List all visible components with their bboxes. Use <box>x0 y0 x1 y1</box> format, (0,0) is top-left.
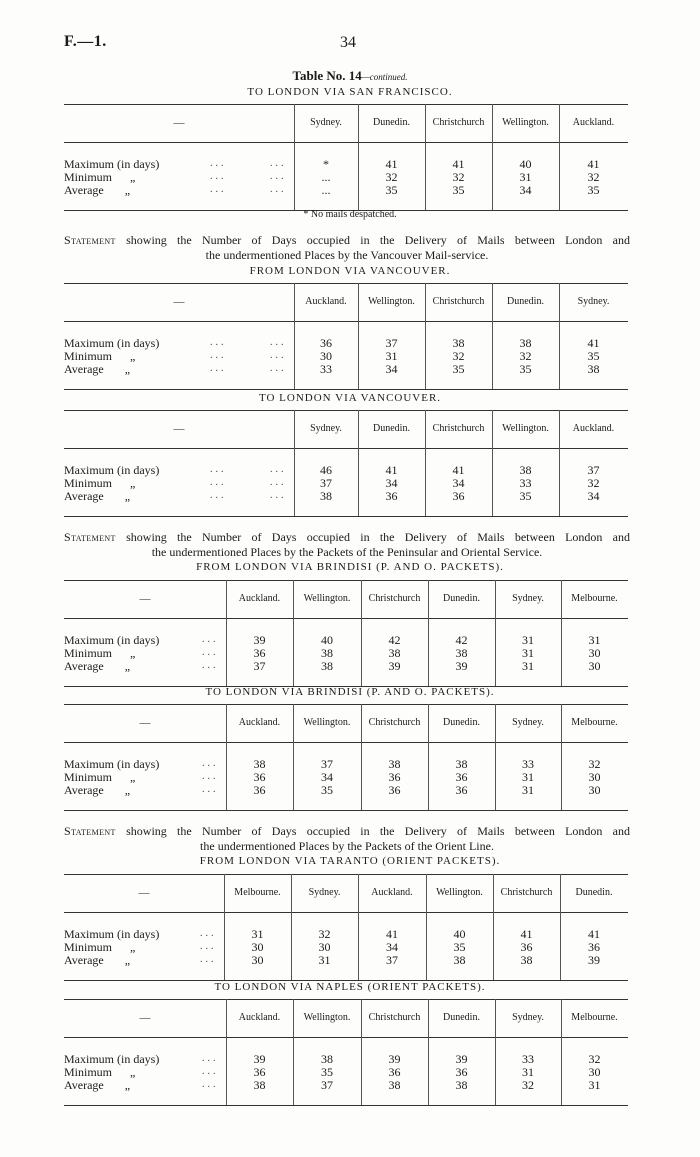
column-header: Dunedin. <box>443 1012 480 1023</box>
column-header: Wellington. <box>502 117 549 128</box>
table-cell: 35 <box>321 783 333 797</box>
table-heading: TO LONDON VIA NAPLES (ORIENT PACKETS). <box>214 981 486 993</box>
table-cell: 34 <box>385 476 398 490</box>
table-cell: 32 <box>588 757 601 771</box>
footnote: * No mails despatched. <box>303 209 397 220</box>
statement-paragraph <box>64 233 630 263</box>
table-cell: 36 <box>385 489 398 503</box>
column-header: Auckland. <box>305 296 347 307</box>
row-leader: ... <box>210 477 227 488</box>
table-cell: 41 <box>386 927 398 941</box>
table-cell: 31 <box>522 646 534 660</box>
row-leader: ... <box>202 1053 219 1064</box>
table-cell: 36 <box>452 489 465 503</box>
statement-paragraph <box>64 530 630 560</box>
table-cell: 37 <box>385 336 398 350</box>
table-cell: 36 <box>455 783 468 797</box>
column-header: Wellington. <box>303 717 351 728</box>
column-header: Dunedin. <box>373 423 410 434</box>
table-cell: 37 <box>253 659 266 673</box>
column-header: Wellington. <box>303 1012 351 1023</box>
row-leader: ... <box>202 758 219 769</box>
table-cell: 30 <box>320 349 332 363</box>
column-header: Auckland. <box>572 117 615 128</box>
table-cell: 38 <box>253 1078 266 1092</box>
stub-dash: — <box>139 1012 151 1024</box>
row-label: Average „ <box>64 783 131 797</box>
row-leader: ... <box>270 477 287 488</box>
table-cell: 39 <box>455 1052 468 1066</box>
row-leader: ... <box>210 171 227 182</box>
row-leader: ... <box>202 784 219 795</box>
table-cell: 41 <box>385 157 398 171</box>
table-cell: 38 <box>321 1052 333 1066</box>
table-cell: 30 <box>588 659 601 673</box>
table-heading: FROM LONDON VIA TARANTO (ORIENT PACKETS). <box>199 855 501 867</box>
table-cell: 30 <box>588 646 601 660</box>
row-label: Maximum (in days) <box>64 927 160 941</box>
table-rule-header <box>64 1037 628 1038</box>
row-leader: ... <box>210 363 227 374</box>
table-cell: 38 <box>519 336 532 350</box>
table-cell: 37 <box>386 953 398 967</box>
table-rule-header <box>64 142 628 143</box>
table-cell: 33 <box>522 757 534 771</box>
table-cell: 37 <box>587 463 600 477</box>
column-header: Auckland. <box>238 593 281 604</box>
table-cell: 37 <box>321 1078 333 1092</box>
row-leader: ... <box>200 941 217 952</box>
table-cell: 37 <box>320 476 332 490</box>
row-leader: ... <box>270 184 287 195</box>
table-cell: 38 <box>455 646 468 660</box>
row-label: Minimum „ <box>64 770 136 784</box>
column-header: Dunedin. <box>443 717 480 728</box>
row-leader: ... <box>210 337 227 348</box>
stub-dash: — <box>139 593 151 605</box>
row-label: Minimum „ <box>64 646 136 660</box>
table-cell: 34 <box>587 489 600 503</box>
table-cell: 42 <box>388 633 401 647</box>
row-leader: ... <box>202 660 219 671</box>
column-header: Auckland. <box>238 1012 281 1023</box>
table-cell: 35 <box>452 362 465 376</box>
table-cell: 35 <box>587 349 600 363</box>
table-cell: 38 <box>453 953 466 967</box>
table-cell: 36 <box>320 336 332 350</box>
table-cell: 31 <box>522 783 534 797</box>
row-leader: ... <box>202 647 219 658</box>
row-label: Maximum (in days) <box>64 757 160 771</box>
column-header: Dunedin. <box>373 117 410 128</box>
table-cell: 38 <box>519 463 532 477</box>
table-heading: FROM LONDON VIA BRINDISI (P. AND O. PACKETS). <box>196 561 504 573</box>
row-leader: ... <box>270 171 287 182</box>
table-cell: 36 <box>388 783 401 797</box>
column-header: Sydney. <box>512 717 544 728</box>
row-label: Maximum (in days) <box>64 157 160 171</box>
table-cell: 38 <box>388 646 401 660</box>
table-cell: 41 <box>385 463 398 477</box>
row-label: Average „ <box>64 489 131 503</box>
table-cell: 32 <box>452 170 465 184</box>
table-cell: 33 <box>320 362 332 376</box>
stub-dash: — <box>173 423 185 435</box>
table-rule-header <box>64 448 628 449</box>
statement-line <box>64 824 630 839</box>
row-leader: ... <box>210 490 227 501</box>
row-leader: ... <box>202 771 219 782</box>
stub-dash: — <box>139 717 151 729</box>
table-cell: 35 <box>321 1065 333 1079</box>
table-cell: 36 <box>520 940 533 954</box>
column-header: Melbourne. <box>571 1012 618 1023</box>
table-rule-header <box>64 742 628 743</box>
column-header: Melbourne. <box>571 593 618 604</box>
column-header: Sydney. <box>512 1012 544 1023</box>
table-cell: 34 <box>321 770 333 784</box>
statement-lead: Statement <box>64 233 116 247</box>
table-cell: 36 <box>588 940 600 954</box>
table-cell: ... <box>321 170 331 184</box>
row-leader: ... <box>270 350 287 361</box>
table-cell: 38 <box>321 659 333 673</box>
table-cell: 31 <box>522 1065 534 1079</box>
stub-dash: — <box>138 887 150 899</box>
table-rule-bottom <box>64 1105 628 1106</box>
row-label: Minimum „ <box>64 476 136 490</box>
table-cell: 39 <box>588 953 600 967</box>
table-cell: 31 <box>588 1078 601 1092</box>
table-cell: 31 <box>588 633 601 647</box>
table-rule-header <box>64 618 628 619</box>
table-cell: 38 <box>455 757 468 771</box>
statement-lead: Statement <box>64 530 116 544</box>
column-header: Sydney. <box>310 423 342 434</box>
table-cell: 39 <box>388 1052 401 1066</box>
statement-text: the undermentioned Places by the Packets of the Orient Line. <box>200 839 494 853</box>
table-cell: 41 <box>587 157 600 171</box>
table-cell: 38 <box>321 646 333 660</box>
page-reference: F.—1. <box>64 33 107 50</box>
statement-text: showing the Number of Days occupied in the Delivery of Mails between London and <box>115 233 630 247</box>
row-leader: ... <box>270 158 287 169</box>
row-label: Minimum „ <box>64 1065 136 1079</box>
table-cell: 39 <box>253 633 266 647</box>
table-cell: * <box>323 157 329 171</box>
table-cell: 30 <box>588 783 601 797</box>
row-label: Average „ <box>64 362 131 376</box>
statement-lead: Statement <box>64 824 116 838</box>
table-cell: 36 <box>455 770 468 784</box>
table-cell: 32 <box>587 476 600 490</box>
table-cell: 32 <box>452 349 465 363</box>
table-cell: 34 <box>385 362 398 376</box>
stub-dash: — <box>173 117 185 129</box>
table-cell: 38 <box>587 362 600 376</box>
column-header: Christchurch <box>432 423 485 434</box>
table-rule-header <box>64 321 628 322</box>
row-leader: ... <box>202 1066 219 1077</box>
row-label: Maximum (in days) <box>64 463 160 477</box>
table-cell: 30 <box>318 940 331 954</box>
table-rule-top <box>64 874 628 875</box>
table-rule-top <box>64 999 628 1000</box>
table-title <box>0 68 700 84</box>
table-cell: 32 <box>318 927 331 941</box>
table-cell: 38 <box>253 757 266 771</box>
table-heading: TO LONDON VIA SAN FRANCISCO. <box>247 86 453 98</box>
table-cell: 40 <box>519 157 532 171</box>
table-cell: 35 <box>587 183 600 197</box>
column-header: Christchurch <box>368 717 421 728</box>
column-header: Wellington. <box>502 423 549 434</box>
table-cell: 30 <box>251 940 264 954</box>
table-cell: 31 <box>522 770 534 784</box>
table-cell: 31 <box>522 659 534 673</box>
table-rule-bottom <box>64 516 628 517</box>
table-rule-top <box>64 283 628 284</box>
table-cell: 36 <box>455 1065 468 1079</box>
table-cell: 37 <box>321 757 333 771</box>
column-header: Christchurch <box>432 296 485 307</box>
table-cell: 36 <box>388 770 401 784</box>
column-header: Sydney. <box>512 593 544 604</box>
row-leader: ... <box>202 634 219 645</box>
table-rule-bottom <box>64 810 628 811</box>
column-header: Auckland. <box>572 423 615 434</box>
column-header: Melbourne. <box>234 887 281 898</box>
statement-line <box>64 233 630 248</box>
column-header: Wellington. <box>368 296 415 307</box>
table-cell: ... <box>321 183 331 197</box>
row-label: Minimum „ <box>64 349 136 363</box>
table-cell: 35 <box>385 183 398 197</box>
row-leader: ... <box>270 363 287 374</box>
table-rule-top <box>64 704 628 705</box>
table-heading: TO LONDON VIA BRINDISI (P. AND O. PACKETS). <box>205 686 495 698</box>
table-cell: 31 <box>519 170 532 184</box>
table-cell: 34 <box>386 940 398 954</box>
table-cell: 33 <box>522 1052 534 1066</box>
column-header: Melbourne. <box>571 717 618 728</box>
table-rule-top <box>64 410 628 411</box>
table-cell: 38 <box>388 1078 401 1092</box>
table-cell: 32 <box>522 1078 534 1092</box>
statement-text: the undermentioned Places by the Packets of the Peninsular and Oriental Service. <box>151 545 543 559</box>
column-header: Dunedin. <box>443 593 480 604</box>
column-header: Sydney. <box>310 117 342 128</box>
table-cell: 41 <box>587 336 600 350</box>
row-leader: ... <box>210 158 227 169</box>
table-heading: TO LONDON VIA VANCOUVER. <box>258 392 442 404</box>
row-leader: ... <box>270 490 287 501</box>
table-cell: 35 <box>453 940 466 954</box>
table-cell: 40 <box>453 927 466 941</box>
table-title-main: Table No. 14 <box>292 68 362 83</box>
column-header: Auckland. <box>238 717 281 728</box>
table-cell: 34 <box>519 183 532 197</box>
table-cell: 36 <box>253 770 266 784</box>
table-heading: FROM LONDON VIA VANCOUVER. <box>249 265 451 277</box>
table-cell: 41 <box>452 157 465 171</box>
row-label: Minimum „ <box>64 170 136 184</box>
table-cell: 30 <box>588 770 601 784</box>
table-cell: 33 <box>519 476 532 490</box>
column-header: Dunedin. <box>507 296 544 307</box>
column-header: Wellington. <box>436 887 483 898</box>
table-cell: 38 <box>452 336 465 350</box>
table-cell: 40 <box>321 633 333 647</box>
statement-paragraph <box>64 824 630 854</box>
table-cell: 30 <box>251 953 264 967</box>
column-header: Christchurch <box>368 593 421 604</box>
row-label: Minimum „ <box>64 940 136 954</box>
table-rule-top <box>64 580 628 581</box>
table-cell: 32 <box>587 170 600 184</box>
row-label: Maximum (in days) <box>64 336 160 350</box>
table-cell: 36 <box>388 1065 401 1079</box>
table-title-continued: —continued. <box>361 72 408 82</box>
table-cell: 32 <box>519 349 532 363</box>
row-label: Average „ <box>64 183 131 197</box>
table-cell: 39 <box>388 659 401 673</box>
table-cell: 34 <box>452 476 465 490</box>
table-cell: 46 <box>320 463 332 477</box>
table-cell: 38 <box>320 489 332 503</box>
table-cell: 32 <box>588 1052 601 1066</box>
table-cell: 38 <box>455 1078 468 1092</box>
statement-text: showing the Number of Days occupied in the Delivery of Mails between London and <box>115 824 630 838</box>
column-header: Christchurch <box>500 887 553 898</box>
table-cell: 32 <box>385 170 398 184</box>
row-leader: ... <box>202 1079 219 1090</box>
column-header: Christchurch <box>432 117 485 128</box>
row-leader: ... <box>210 464 227 475</box>
row-leader: ... <box>210 350 227 361</box>
row-leader: ... <box>270 464 287 475</box>
table-cell: 38 <box>520 953 533 967</box>
table-cell: 31 <box>318 953 331 967</box>
row-label: Maximum (in days) <box>64 1052 160 1066</box>
table-rule-top <box>64 104 628 105</box>
statement-text: the undermentioned Places by the Vancouver Mail-service. <box>205 248 489 262</box>
table-cell: 36 <box>253 1065 266 1079</box>
table-cell: 36 <box>253 646 266 660</box>
column-header: Dunedin. <box>575 887 613 898</box>
table-cell: 35 <box>452 183 465 197</box>
table-cell: 30 <box>588 1065 601 1079</box>
table-cell: 41 <box>520 927 533 941</box>
row-label: Maximum (in days) <box>64 633 160 647</box>
row-label: Average „ <box>64 1078 131 1092</box>
row-leader: ... <box>200 928 217 939</box>
table-cell: 39 <box>253 1052 266 1066</box>
table-rule-bottom <box>64 389 628 390</box>
table-cell: 35 <box>519 489 532 503</box>
page-number: 34 <box>340 34 356 51</box>
column-header: Christchurch <box>368 1012 421 1023</box>
table-cell: 31 <box>522 633 534 647</box>
statement-text: showing the Number of Days occupied in the Delivery of Mails between London and <box>115 530 630 544</box>
table-cell: 36 <box>253 783 266 797</box>
table-cell: 38 <box>388 757 401 771</box>
table-cell: 41 <box>588 927 600 941</box>
column-header: Sydney. <box>577 296 610 307</box>
stub-dash: — <box>173 296 185 308</box>
table-rule-header <box>64 912 628 913</box>
row-leader: ... <box>270 337 287 348</box>
column-header: Auckland. <box>371 887 413 898</box>
row-leader: ... <box>210 184 227 195</box>
column-header: Wellington. <box>303 593 351 604</box>
table-cell: 31 <box>251 927 264 941</box>
row-leader: ... <box>200 954 217 965</box>
statement-line <box>64 530 630 545</box>
table-cell: 42 <box>455 633 468 647</box>
row-label: Average „ <box>64 953 131 967</box>
table-cell: 39 <box>455 659 468 673</box>
table-cell: 41 <box>452 463 465 477</box>
row-label: Average „ <box>64 659 131 673</box>
table-cell: 31 <box>385 349 398 363</box>
table-cell: 35 <box>519 362 532 376</box>
column-header: Sydney. <box>308 887 341 898</box>
